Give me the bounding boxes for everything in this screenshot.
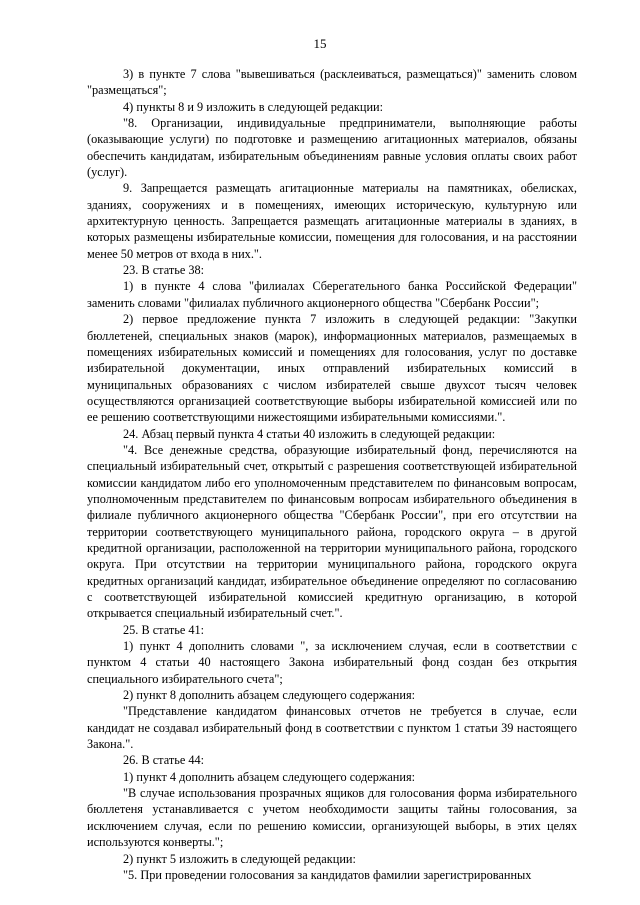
paragraph: "В случае использования прозрачных ящиков для голосования форма избирательного бюллетеня устанавливается с учетом необходимости защиты тайны голосования, за исключением случая, если по решению комиссии, организующей выборы, в этих целях используются конверты.";: [87, 786, 577, 850]
paragraph: 1) пункт 4 дополнить абзацем следующего содержания:: [123, 769, 416, 784]
paragraph: 2) пункт 5 изложить в следующей редакции:: [123, 851, 356, 866]
document-body: [87, 66, 577, 883]
paragraph: 26. В статье 44:: [123, 753, 205, 768]
paragraph: 2) пункт 8 дополнить абзацем следующего содержания:: [123, 688, 416, 703]
paragraph: 9. Запрещается размещать агитационные материалы на памятниках, обелисках, зданиях, сооружениях и в помещениях, имеющих историческую, культурную или архитектурную ценность. Запрещается размещать агитационные материалы в зданиях, в которых размещены избирательные комиссии, помещения для голосования, и на расстоянии менее 50 метров от входа в них.".: [87, 181, 577, 261]
paragraph: 3) в пункте 7 слова "вывешиваться (расклеиваться, размещаться)" заменить словом "размещаться";: [87, 67, 577, 98]
paragraph: 1) пункт 4 дополнить словами ", за исключением случая, если в соответствии с пунктом 4 статьи 40 настоящего Закона избирательный фонд создан без открытия специального избирательного счета";: [87, 639, 577, 686]
paragraph: 2) первое предложение пункта 7 изложить в следующей редакции: "Закупки бюллетеней, специальных знаков (марок), информационных материалов, размещаемых в помещениях избирательных комиссий и помещениях для голосования, услуг по доставке избирательной документации, иных отправлений избирательных комиссий в муниципальных образованиях с числом избирателей свыше двухсот тысяч человек осуществляются организацией соответствующие выборы избирательной комиссией или по ее решению соответствующими нижестоящими избирательными комиссиями.".: [87, 312, 577, 425]
paragraph: "8. Организации, индивидуальные предприниматели, выполняющие работы (оказывающие услуги) по подготовке и размещению агитационных материалов, обязаны обеспечить кандидатам, избирательным объединениям равные условия оплаты своих работ (услуг).: [87, 116, 577, 180]
paragraph: 23. В статье 38:: [123, 263, 205, 278]
paragraph: 4) пункты 8 и 9 изложить в следующей редакции:: [123, 99, 384, 114]
paragraph: 1) в пункте 4 слова "филиалах Сберегательного банка Российской Федерации" заменить словами "филиалах публичного акционерного общества "Сбербанк России";: [87, 279, 577, 310]
paragraph: 24. Абзац первый пункта 4 статьи 40 изложить в следующей редакции:: [123, 426, 496, 441]
paragraph: 25. В статье 41:: [123, 622, 205, 637]
paragraph: "5. При проведении голосования за кандидатов фамилии зарегистрированных: [123, 867, 532, 882]
page-number: 15: [313, 36, 327, 51]
paragraph: "Представление кандидатом финансовых отчетов не требуется в случае, если кандидат не создавал избирательный фонд в соответствии с пунктом 1 статьи 39 настоящего Закона.".: [87, 704, 577, 752]
paragraph: "4. Все денежные средства, образующие избирательный фонд, перечисляются на специальный избирательный счет, открытый с разрешения соответствующей избирательной комиссии кандидатом либо его уполномоченным представителем по финансовым вопросам, уполномоченным представителем по финансовым вопросам избирательного объединения в филиале публичного акционерного общества "Сбербанк России", при его отсутствии на территории соответствующего муниципального района, городского округа – в другой кредитной организации, расположенной на территории муниципального района, городского округа. При отсутствии на территории муниципального района, городского округа кредитных организаций кандидат, избирательное объединение определяют по согласованию с соответствующей избирательной комиссией кредитную организацию, в которой открывается специальный избирательный счет.".: [87, 442, 577, 621]
